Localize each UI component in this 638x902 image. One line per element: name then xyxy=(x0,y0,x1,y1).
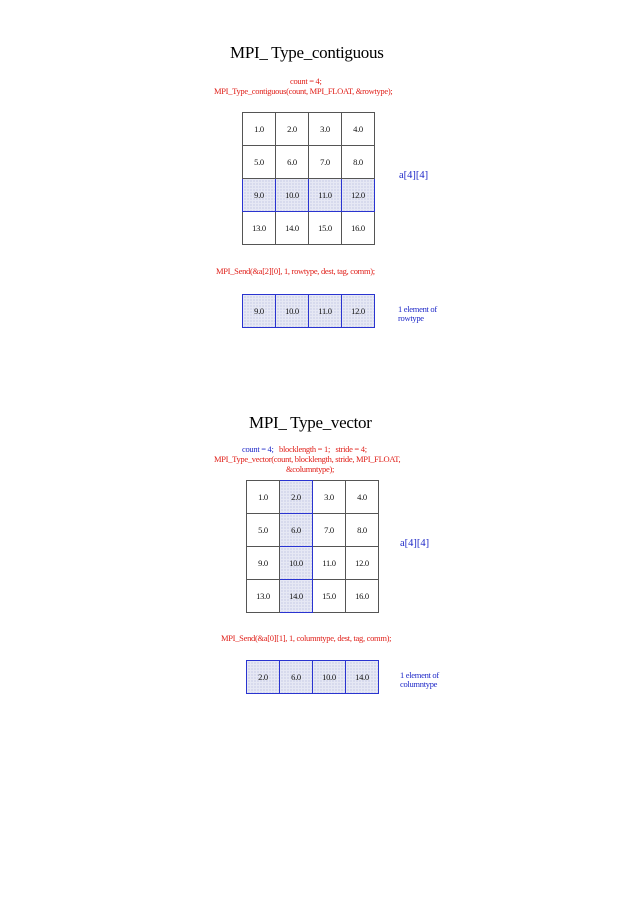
matrix-cell: 5.0 xyxy=(247,514,280,547)
contiguous-result xyxy=(242,294,375,328)
matrix-cell: 9.0 xyxy=(243,179,276,212)
result-cell: 9.0 xyxy=(243,295,276,328)
vector-result-row xyxy=(247,661,379,694)
matrix-cell: 10.0 xyxy=(276,179,309,212)
contiguous-matrix-row xyxy=(243,113,375,146)
contiguous-matrix-label: a[4][4] xyxy=(399,170,429,181)
matrix-cell: 7.0 xyxy=(309,146,342,179)
matrix-cell: 16.0 xyxy=(342,212,375,245)
vector-code-line2: MPI_Type_vector(count, blocklength, stride, MPI_FLOAT, xyxy=(214,454,401,464)
contiguous-send-call: MPI_Send(&a[2][0], 1, rowtype, dest, tag, comm); xyxy=(216,266,375,276)
matrix-cell: 1.0 xyxy=(247,481,280,514)
contiguous-result-note xyxy=(398,305,437,323)
result-cell: 10.0 xyxy=(313,661,346,694)
matrix-cell: 14.0 xyxy=(276,212,309,245)
matrix-cell: 11.0 xyxy=(309,179,342,212)
vector-matrix-row xyxy=(247,514,379,547)
result-cell: 10.0 xyxy=(276,295,309,328)
matrix-cell: 4.0 xyxy=(346,481,379,514)
matrix-cell: 10.0 xyxy=(280,547,313,580)
vector-result-note-line2: columntype xyxy=(400,679,438,689)
vector-matrix-row xyxy=(247,547,379,580)
matrix-cell: 15.0 xyxy=(313,580,346,613)
result-cell: 11.0 xyxy=(309,295,342,328)
matrix-cell: 2.0 xyxy=(276,113,309,146)
contiguous-code-line2: MPI_Type_contiguous(count, MPI_FLOAT, &rowtype); xyxy=(214,86,393,96)
matrix-cell: 14.0 xyxy=(280,580,313,613)
matrix-cell: 2.0 xyxy=(280,481,313,514)
matrix-cell: 7.0 xyxy=(313,514,346,547)
matrix-cell: 12.0 xyxy=(346,547,379,580)
matrix-cell: 8.0 xyxy=(346,514,379,547)
contiguous-matrix-row xyxy=(243,179,375,212)
vector-blocklength-assign: blocklength = 1; xyxy=(279,444,331,454)
matrix-cell: 3.0 xyxy=(309,113,342,146)
matrix-cell: 8.0 xyxy=(342,146,375,179)
matrix-cell: 11.0 xyxy=(313,547,346,580)
matrix-cell: 6.0 xyxy=(280,514,313,547)
vector-matrix-row xyxy=(247,481,379,514)
vector-send-call: MPI_Send(&a[0][1], 1, columntype, dest, tag, comm); xyxy=(221,633,392,643)
matrix-cell: 1.0 xyxy=(243,113,276,146)
matrix-cell: 5.0 xyxy=(243,146,276,179)
matrix-cell: 9.0 xyxy=(247,547,280,580)
vector-code-line3: &columntype); xyxy=(286,464,335,474)
result-cell: 2.0 xyxy=(247,661,280,694)
contiguous-result-note-line2: rowtype xyxy=(398,313,424,323)
contiguous-result-row xyxy=(243,295,375,328)
result-cell: 14.0 xyxy=(346,661,379,694)
vector-result-note-line1: 1 element of xyxy=(400,670,439,680)
vector-stride-assign: stride = 4; xyxy=(335,444,367,454)
matrix-cell: 15.0 xyxy=(309,212,342,245)
vector-result xyxy=(246,660,379,694)
matrix-cell: 3.0 xyxy=(313,481,346,514)
contiguous-matrix-row xyxy=(243,146,375,179)
contiguous-code-line1: count = 4; xyxy=(290,76,322,86)
matrix-cell: 13.0 xyxy=(243,212,276,245)
matrix-cell: 12.0 xyxy=(342,179,375,212)
matrix-cell: 16.0 xyxy=(346,580,379,613)
contiguous-matrix xyxy=(242,112,375,245)
vector-result-note xyxy=(400,671,439,689)
vector-matrix-label: a[4][4] xyxy=(400,538,430,549)
contiguous-title: MPI_ Type_contiguous xyxy=(230,43,384,62)
vector-code-line1 xyxy=(242,444,367,454)
vector-title: MPI_ Type_vector xyxy=(249,413,372,432)
vector-matrix-row xyxy=(247,580,379,613)
result-cell: 6.0 xyxy=(280,661,313,694)
contiguous-matrix-row xyxy=(243,212,375,245)
result-cell: 12.0 xyxy=(342,295,375,328)
vector-matrix xyxy=(246,480,379,613)
contiguous-result-note-line1: 1 element of xyxy=(398,304,437,314)
vector-count-assign: count = 4; xyxy=(242,444,274,454)
matrix-cell: 13.0 xyxy=(247,580,280,613)
matrix-cell: 4.0 xyxy=(342,113,375,146)
matrix-cell: 6.0 xyxy=(276,146,309,179)
